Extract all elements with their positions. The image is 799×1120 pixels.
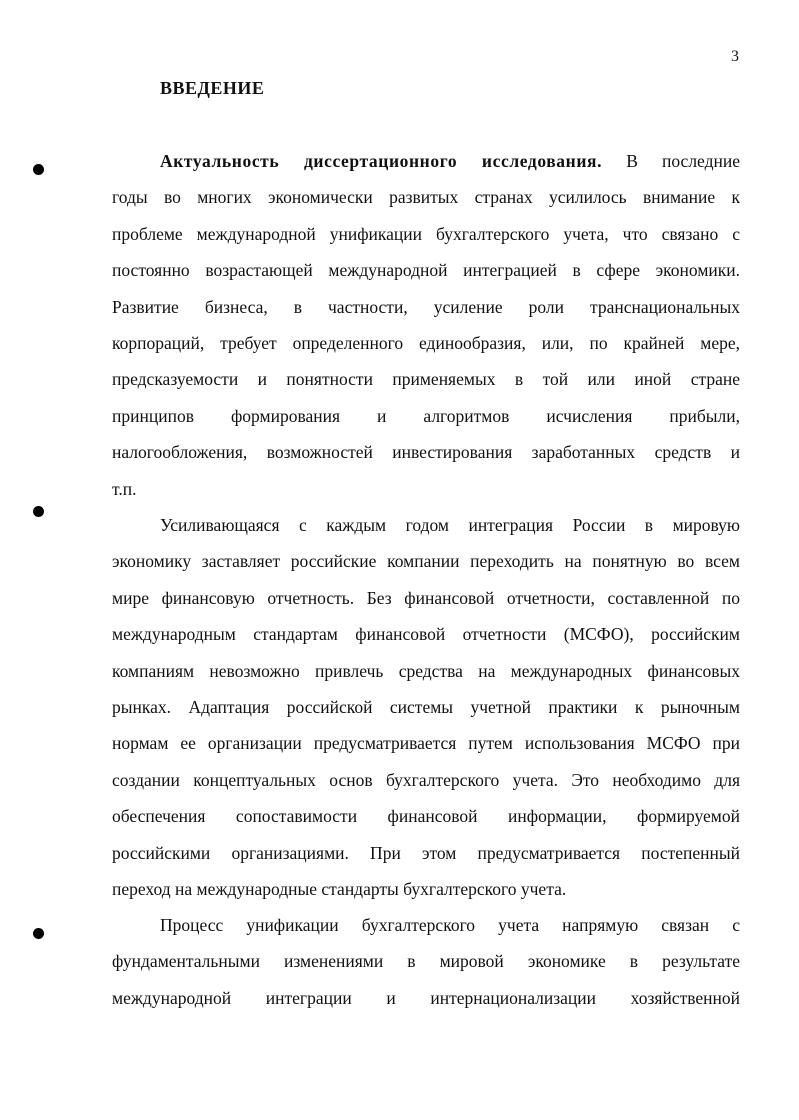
text-line: компаниям невозможно привлечь средства на международных финансовых	[112, 660, 740, 681]
text-line: принципов формирования и алгоритмов исчисления прибыли,	[112, 405, 740, 426]
text-line: проблеме международной унификации бухгалтерского учета, что связано с	[112, 223, 740, 244]
text-line: Усиливающаяся с каждым годом интеграция России в мировую	[160, 515, 740, 535]
text-line: Развитие бизнеса, в частности, усиление роли транснациональных	[112, 296, 740, 317]
punch-hole-mark	[33, 164, 44, 175]
text-line: годы во многих экономически развитых странах усилилось внимание к	[112, 187, 740, 208]
text-line: корпораций, требует определенного единообразия, или, по крайней мере,	[112, 332, 740, 353]
text-line: постоянно возрастающей международной интеграцией в сфере экономики.	[112, 260, 740, 281]
text-line: создании концептуальных основ бухгалтерского учета. Это необходимо для	[112, 769, 740, 790]
text-line: налогообложения, возможностей инвестирования заработанных средств и	[112, 442, 740, 463]
paragraph-unification	[112, 907, 740, 1016]
section-heading: ВВЕДЕНИЕ	[160, 78, 265, 98]
text-line: российскими организациями. При этом предусматривается постепенный	[112, 842, 740, 863]
text-line: фундаментальными изменениями в мировой экономике в результате	[112, 951, 740, 972]
punch-hole-mark	[33, 506, 44, 517]
text-line: предсказуемости и понятности применяемых в той или иной стране	[112, 369, 740, 390]
paragraph-relevance	[112, 143, 740, 507]
text-line: международной интеграции и интернационализации хозяйственной	[112, 987, 740, 1008]
text-fragment: В последние	[602, 151, 740, 171]
text-line: обеспечения сопоставимости финансовой информации, формируемой	[112, 806, 740, 827]
page-number: 3	[731, 48, 739, 65]
text-line: Процесс унификации бухгалтерского учета напрямую связан с	[160, 915, 740, 935]
text-line: переход на международные стандарты бухгалтерского учета.	[112, 878, 567, 899]
text-line	[112, 143, 740, 179]
text-line: рынках. Адаптация российской системы учетной практики к рыночным	[112, 696, 740, 717]
bold-lead: Актуальность диссертационного исследования.	[160, 151, 603, 171]
text-line: т.п.	[112, 478, 137, 499]
text-line: международным стандартам финансовой отчетности (МСФО), российским	[112, 624, 740, 645]
punch-hole-mark	[33, 928, 44, 939]
paragraph-integration	[112, 507, 740, 907]
text-line: мире финансовую отчетность. Без финансовой отчетности, составленной по	[112, 587, 740, 608]
text-line: экономику заставляет российские компании переходить на понятную во всем	[112, 551, 740, 572]
text-line: нормам ее организации предусматривается путем использования МСФО при	[112, 733, 740, 754]
